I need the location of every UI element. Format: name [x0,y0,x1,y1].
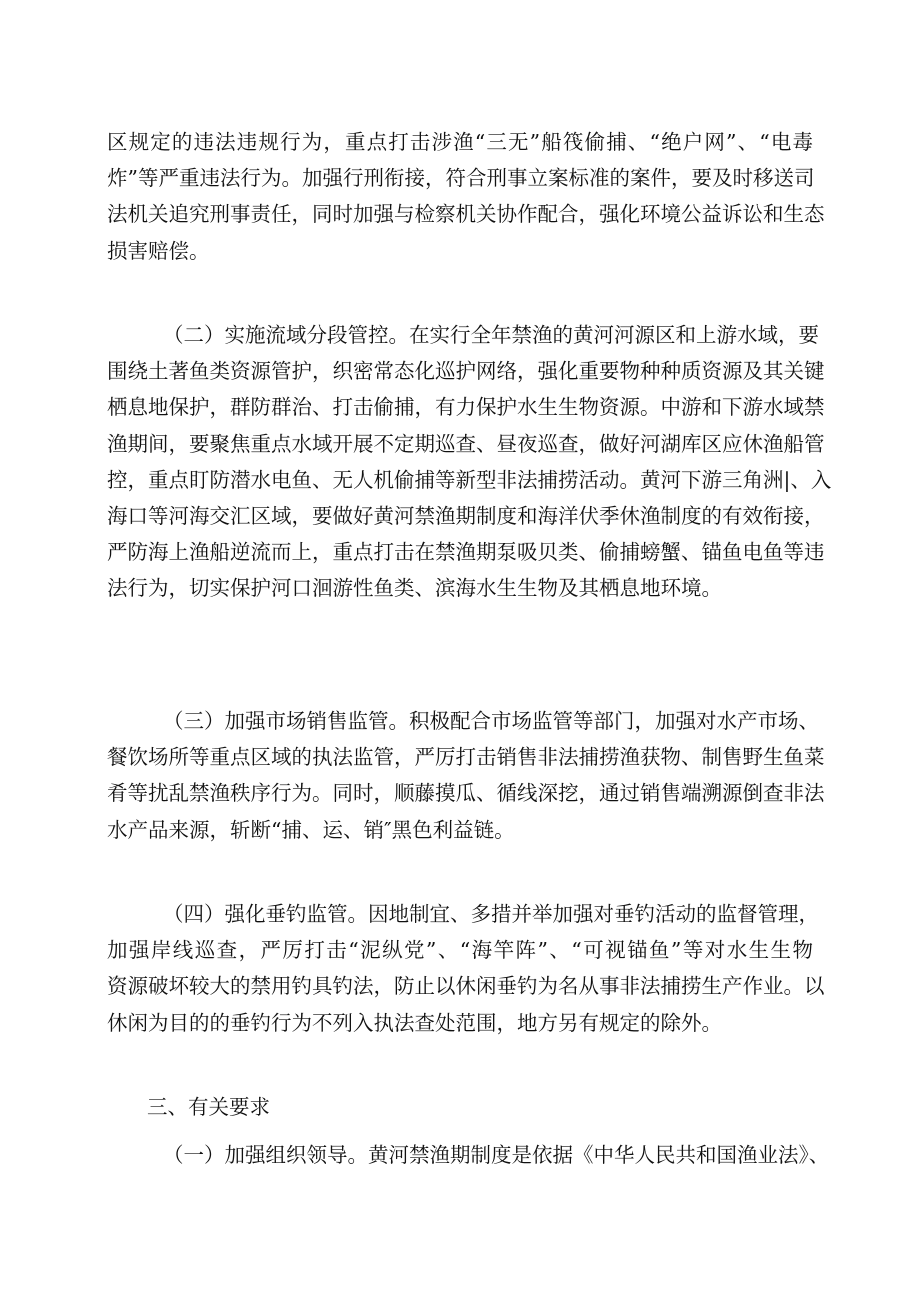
text-line: （四）强化垂钓监管。因地制宜、多措并举加强对垂钓活动的监督管理， [163,902,819,926]
text-line: （二）实施流域分段管控。在实行全年禁渔的黄河河源区和上游水域，要 [163,323,819,347]
text-line: 加强岸线巡查，严厉打击“泥纵党”、“海竿阵”、“可视锚鱼”等对水生生物 [107,938,813,963]
paragraph-organization-leadership [107,1137,830,1173]
text-line: （三）加强市场销售监管。积极配合市场监管等部门，加强对水产市场、 [163,709,819,733]
paragraph-angling-supervision [107,896,825,1041]
text-line: 栖息地保护，群防群治、打击偷捕，有力保护水生生物资源。中游和下游水域禁 [107,395,825,420]
section-heading: 三、有关要求 [147,1095,270,1119]
text-line: 严防海上渔船逆流而上，重点打击在禁渔期泵吸贝类、偷捕螃蟹、锚鱼电鱼等违 [107,540,825,565]
text-line: 法机关追究刑事责任，同时加强与检察机关协作配合，强化环境公益诉讼和生态 [107,202,825,227]
text-line: 资源破坏较大的禁用钓具钓法，防止以休闲垂钓为名从事非法捕捞生产作业。以 [107,974,825,999]
text-line: 休闲为目的的垂钓行为不列入执法查处范围，地方另有规定的除外。 [107,1010,722,1035]
text-line: 控，重点盯防潜水电鱼、无人机偷捕等新型非法捕捞活动。黄河下游三角洲|、入 [107,467,832,492]
text-line: 法行为，切实保护河口洄游性鱼类、滨海水生生物及其栖息地环境。 [107,576,722,601]
text-line: 海口等河海交汇区域，要做好黄河禁渔期制度和海洋伏季休渔制度的有效衔接， [107,503,825,528]
text-line: 餐饮场所等重点区域的执法监管，严厉打击销售非法捕捞渔获物、制售野生鱼菜 [107,745,825,770]
text-line: 区规定的违法违规行为，重点打击涉渔“三无”船筏偷捕、“绝户网”、“电毒 [107,130,813,154]
paragraph-enforcement-continued [107,124,825,269]
text-line: 炸”等严重违法行为。加强行刑衔接，符合刑事立案标准的案件，要及时移送司 [107,166,815,191]
text-line: 水产品来源，斩断“捕、运、销″黑色利益链。 [107,817,515,842]
text-line: 渔期间，要聚焦重点水域开展不定期巡查、昼夜巡查，做好河湖库区应休渔船管 [107,431,825,456]
paragraph-basin-segment-control [107,317,832,607]
text-line: 围绕土著鱼类资源管护，织密常态化巡护网络，强化重要物种种质资源及其关键 [107,359,825,384]
text-line: （一）加强组织领导。黄河禁渔期制度是依据《中华人民共和国渔业法》、 [163,1143,830,1167]
paragraph-market-supervision [107,703,825,848]
text-line: 损害赔偿。 [107,238,210,263]
text-line: 肴等扰乱禁渔秩序行为。同时，顺藤摸瓜、循线深挖，通过销售端溯源倒查非法 [107,781,825,806]
